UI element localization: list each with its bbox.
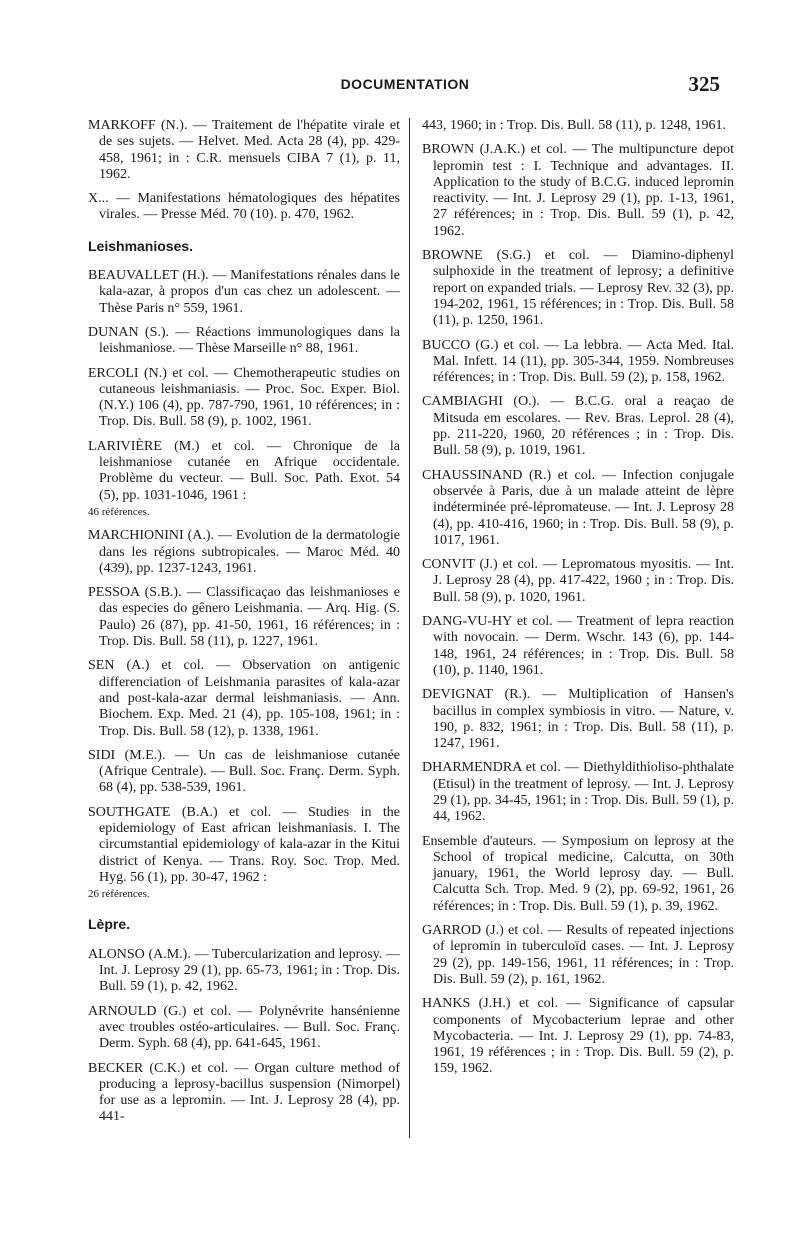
- entry-text: MARKOFF (N.). — Traitement de l'hépatite virale et de ses sujets. — Helvet. Med. Acta 28 (4), pp. 429-458, 1961; in : C.R. mensuels CIBA 7 (1), p. 11, 1962.: [88, 118, 400, 182]
- entry-text: BROWNE (S.G.) et col. — Diamino-diphenyl sulphoxide in the treatment of leprosy; a definitive report on expanded trials. — Leprosy Rev. 32 (3), pp. 194-202, 1961, 15 références; in : Trop. Dis. Bull. 58 (11), p. 1250, 1961.: [422, 248, 734, 329]
- entry-text: SOUTHGATE (B.A.) et col. — Studies in the epidemiology of East african leishmaniasis. I. The circumstantial epidemiology of kala-azar in the Kitui district of Kenya. — Trans. Roy. Soc. Trop. Med. Hyg. 56 (1), pp. 30-47, 1962 :: [88, 804, 400, 885]
- entry-text: ALONSO (A.M.). — Tubercularization and leprosy. — Int. J. Leprosy 29 (1), pp. 65-73, 1961; in : Trop. Dis. Bull. 59 (1), p. 42, 1962.: [88, 946, 400, 995]
- entry-text: GARROD (J.) et col. — Results of repeated injections of lepromin in tuberculoïd cases. — Int. J. Leprosy 29 (2), pp. 149-156, 1961, 11 références; in : Trop. Dis. Bull. 59 (2), p. 161, 1962.: [422, 923, 734, 987]
- entry-text: SEN (A.) et col. — Observation on antigenic differenciation of Leishmania parasites of kala-azar and post-kala-azar dermal leishmaniasis. — Ann. Biochem. Exp. Med. 21 (4), pp. 105-108, 1961; in : Trop. Dis. Bull. 58 (12), p. 1338, 1961.: [88, 658, 400, 739]
- bibliography-entry: [88, 528, 400, 577]
- bibliography-entry: [422, 996, 734, 1077]
- bibliography-entry: [422, 338, 734, 387]
- entry-text: 443, 1960; in : Trop. Dis. Bull. 58 (11), p. 1248, 1961.: [422, 118, 727, 133]
- bibliography-entry: [88, 118, 400, 183]
- bibliography-entry: [88, 658, 400, 739]
- bibliography-entry: [88, 947, 400, 996]
- entry-text: BECKER (C.K.) et col. — Organ culture method of producing a leprosy-bacillus suspension (Nimorpel) for use as a lepromin. — Int. J. Leprosy 28 (4), pp. 441-: [88, 1060, 400, 1125]
- bibliography-entry: [422, 687, 734, 752]
- bibliography-entry: [422, 394, 734, 459]
- bibliography-entry: [422, 248, 734, 329]
- entry-text: DHARMENDRA et col. — Diethyldithioliso-phthalate (Etisul) in the treatment of leprosy. — Int. J. Leprosy 29 (1), pp. 34-45, 1961; in : Trop. Dis. Bull. 59 (1), p. 44, 1962.: [422, 760, 735, 825]
- entry-text: DEVIGNAT (R.). — Multiplication of Hansen's bacillus in complex symbiosis in vitro. — Nature, v. 190, p. 832, 1961; in : Trop. Dis. Bull. 58 (11), p. 1247, 1961.: [422, 687, 734, 752]
- section-heading-text: Leishmanioses.: [88, 237, 194, 254]
- section-heading-text: Lèpre.: [88, 916, 131, 933]
- page-number: 325: [688, 72, 720, 96]
- bibliography-entry: [88, 439, 400, 520]
- bibliography-entry: [422, 760, 734, 825]
- entry-text: HANKS (J.H.) et col. — Significance of capsular components of Mycobacterium leprae and other Mycobacteria. — Int. J. Leprosy 29 (1), pp. 74-83, 1961, 19 références ; in : Trop. Dis. Bull. 59 (2), p. 159, 1962.: [422, 996, 734, 1077]
- entry-text: BROWN (J.A.K.) et col. — The multipuncture depot lepromin test : I. Technique and advantages. II. Application to the study of B.C.G. induced lepromin reactivity. — Int. J. Leprosy 29 (1), pp. 1-13, 1961, 27 références; in : Trop. Dis. Bull. 59 (1), p. 42, 1962.: [422, 142, 734, 239]
- entry-text: SIDI (M.E.). — Un cas de leishmaniose cutanée (Afrique Centrale). — Bull. Soc. Franç. Derm. Syph. 68 (4), pp. 538-539, 1961.: [88, 747, 400, 796]
- page-header: [90, 72, 720, 96]
- entry-text: ARNOULD (G.) et col. — Polynévrite hansénienne avec troubles ostéo-articulaires. — Bull. Soc. Franç. Derm. Syph. 68 (4), pp. 641-645, 1961.: [88, 1003, 400, 1052]
- bibliography-entry: [422, 923, 734, 988]
- column-divider: [409, 118, 410, 1138]
- entry-text: MARCHIONINI (A.). — Evolution de la dermatologie dans les régions subtropicales. — Maroc Méd. 40 (439), pp. 1237-1243, 1961.: [88, 528, 400, 576]
- entry-text: DANG-VU-HY et col. — Treatment of lepra reaction with novocain. — Derm. Wschr. 143 (6), pp. 144-148, 1961, 24 références; in : Trop. Dis. Bull. 58 (10), p. 1140, 1961.: [422, 614, 734, 678]
- bibliography-entry: [422, 557, 734, 606]
- section-heading: [88, 916, 400, 932]
- entry-text: BUCCO (G.) et col. — La lebbra. — Acta Med. Ital. Mal. Infett. 14 (11), pp. 305-344, 1959. Nombreuses références; in : Trop. Dis. Bull. 59 (2), p. 158, 1962.: [422, 337, 734, 386]
- entry-note: 26 références.: [88, 888, 150, 901]
- running-head: DOCUMENTATION: [340, 76, 470, 92]
- bibliography-entry: [422, 468, 734, 549]
- bibliography-entry: [422, 142, 734, 240]
- bibliography-entry: [88, 805, 400, 903]
- entry-text: CAMBIAGHI (O.). — B.C.G. oral a reaçao de Mitsuda em escolares. — Rev. Bras. Leprol. 28 (4), pp. 211-220, 1960, 20 références ; in : Trop. Dis. Bull. 58 (9), p. 1019, 1961.: [422, 394, 734, 459]
- bibliography-entry: [88, 1061, 400, 1126]
- entry-text: LARIVIÈRE (M.) et col. — Chronique de la leishmaniose cutanée en Afrique occidentale. Problème du vecteur. — Bull. Soc. Path. Exot. 54 (5), pp. 1031-1046, 1961 :: [88, 438, 400, 503]
- bibliography-entry: [88, 366, 400, 431]
- entry-text: Ensemble d'auteurs. — Symposium on leprosy at the School of tropical medicine, Calcutta, on 30th january, 1961, the World leprosy day. — Bull. Calcutta Sch. Trop. Med. 9 (2), pp. 69-92, 1961, 26 références; in : Trop. Dis. Bull. 59 (1), p. 39, 1962.: [422, 833, 734, 914]
- entry-note: 46 références.: [88, 505, 150, 518]
- entry-text: ERCOLI (N.) et col. — Chemotherapeutic studies on cutaneous leishmaniasis. — Proc. Soc. Exper. Biol. (N.Y.) 106 (4), pp. 787-790, 1961, 10 références; in : Trop. Dis. Bull. 58 (9), p. 1002, 1961.: [88, 365, 400, 430]
- right-column: [422, 118, 734, 1086]
- bibliography-entry: [88, 191, 400, 224]
- entry-text: BEAUVALLET (H.). — Manifestations rénales dans le kala-azar, à propos d'un cas chez un adolescent. — Thèse Paris n° 559, 1961.: [88, 268, 400, 316]
- entry-text: CHAUSSINAND (R.) et col. — Infection conjugale observée à Paris, due à un malade atteint de lèpre indéterminée pré-lépromateuse. — Int. J. Leprosy 28 (4), pp. 410-416, 1960; in : Trop. Dis. Bull. 58 (9), p. 1017, 1961.: [422, 467, 734, 548]
- entry-text: X... — Manifestations hématologiques des hépatites virales. — Presse Méd. 70 (10). p. 470, 1962.: [88, 191, 400, 223]
- bibliography-entry: [88, 268, 400, 317]
- bibliography-entry: [88, 1004, 400, 1053]
- entry-text: PESSOA (S.B.). — Classificaçao das leishmanioses e das especies do gênero Leishmania. — Arq. Hig. (S. Paulo) 26 (87), pp. 41-50, 1961, 16 références; in : Trop. Dis. Bull. 58 (11), p. 1227, 1961.: [88, 585, 400, 650]
- entry-text: DUNAN (S.). — Réactions immunologiques dans la leishmaniose. — Thèse Marseille n° 88, 1961.: [88, 324, 400, 357]
- bibliography-entry: [422, 834, 734, 915]
- entry-text: CONVIT (J.) et col. — Lepromatous myositis. — Int. J. Leprosy 28 (4), pp. 417-422, 1960 ; in : Trop. Dis. Bull. 58 (9), p. 1020, 1961.: [422, 557, 734, 605]
- bibliography-entry: [88, 748, 400, 797]
- bibliography-entry: [422, 614, 734, 679]
- left-column: [88, 118, 400, 1134]
- bibliography-entry: [88, 585, 400, 650]
- section-heading: [88, 238, 400, 254]
- bibliography-entry: [422, 118, 734, 134]
- bibliography-entry: [88, 325, 400, 358]
